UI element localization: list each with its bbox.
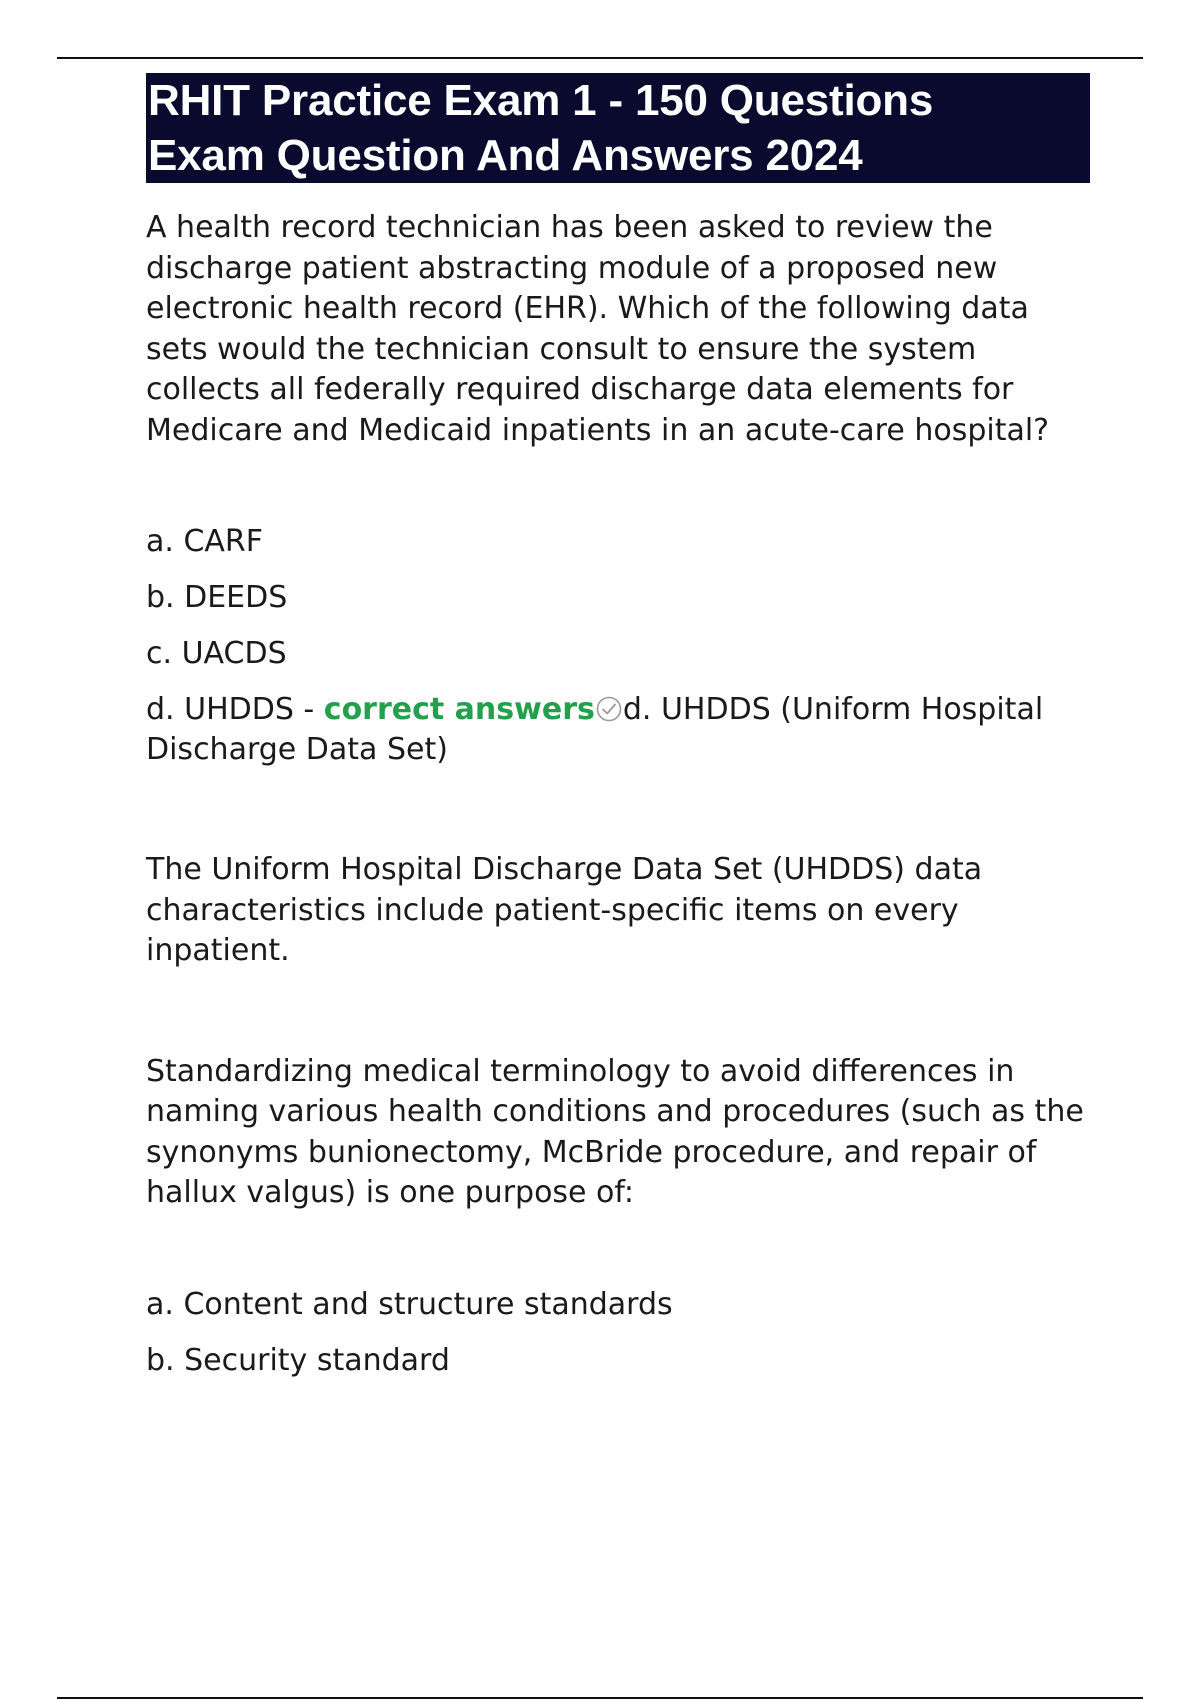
question-1-option-b: b. DEEDS: [146, 580, 288, 615]
top-rule: [57, 57, 1143, 59]
document-title: [146, 73, 1090, 183]
question-2-text: Standardizing medical terminology to avoid differences in naming various health conditions and procedures (such as the synonyms bunionectomy, McBride procedure, and repair of hallux valgus) is one purpose of:: [146, 1053, 1084, 1210]
question-2-option-b: b. Security standard: [146, 1342, 450, 1378]
answer-option: d. UHDDS -: [146, 692, 324, 727]
answer-text: d. UHDDS (Uniform Hospital Discharge Data Set): [146, 692, 1044, 767]
title-line-1: RHIT Practice Exam 1 - 150 Questions: [148, 76, 934, 125]
correct-answers-label: correct answers: [323, 692, 595, 727]
question-1-explanation: The Uniform Hospital Discharge Data Set (UHDDS) data characteristics include patient-specific items on every inpatient.: [146, 852, 983, 968]
bottom-rule: [57, 1697, 1143, 1699]
question-2-option-a: a. Content and structure standards: [146, 1286, 673, 1322]
question-1-option-c: c. UACDS: [146, 636, 287, 671]
question-1-answer: [146, 690, 1090, 770]
check-circle-icon: [595, 695, 623, 723]
question-1-option-a: a. CARF: [146, 524, 264, 559]
document-content: [146, 73, 1090, 1381]
title-line-2: Exam Question And Answers 2024: [148, 131, 863, 180]
question-1-text: A health record technician has been asked to review the discharge patient abstracting module of a proposed new electronic health record (EHR). Which of the following data sets would the technician consult to ensure the system collects all federally required discharge data elements for Medicare and Medicaid inpatients in an acute-care hospital?: [146, 210, 1050, 448]
